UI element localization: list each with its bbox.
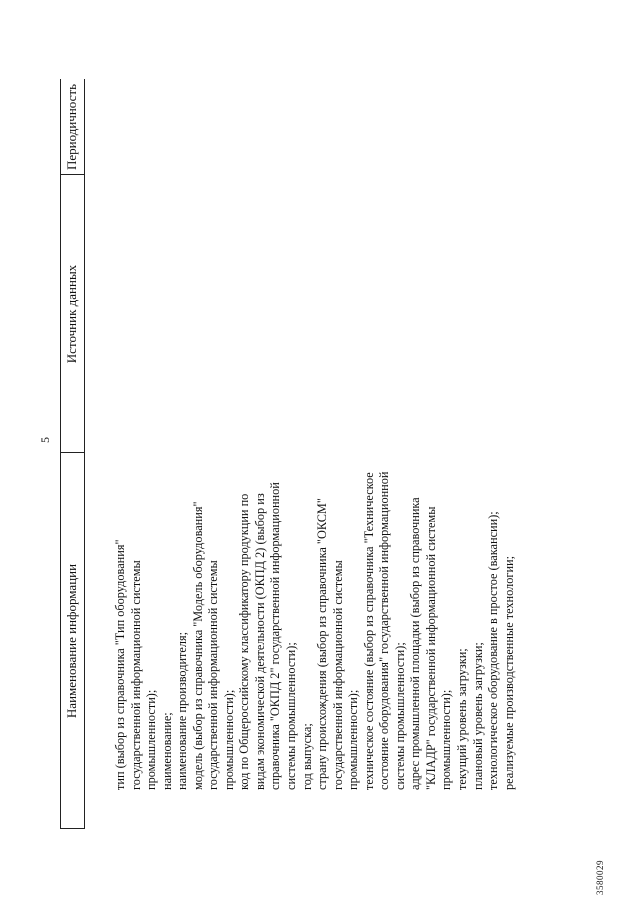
list-item: тип (выбор из справочника "Тип оборудования" [113, 539, 127, 790]
list-item: "КЛАДР" государственной информационной системы [423, 506, 438, 790]
list-item: наименование производителя; [175, 631, 190, 790]
header-periodicity: Периодичность [64, 84, 79, 171]
list-item: плановый уровень загрузки; [470, 642, 485, 790]
list-item: промышленности); [144, 689, 159, 790]
list-item: адрес промышленной площадки (выбор из справочника [408, 497, 423, 790]
list-item: страну происхождения (выбор из справочника "ОКСМ" [315, 498, 330, 790]
list-item: промышленности); [221, 689, 236, 790]
list-item: системы промышленности); [392, 642, 407, 790]
header-data-source: Источник данных [64, 264, 79, 364]
information-list [113, 450, 517, 790]
list-item: год выпуска; [299, 723, 314, 790]
list-item: государственной информационной системы [128, 560, 143, 790]
list-item: промышленности); [439, 689, 454, 790]
list-item: наименование; [159, 712, 174, 790]
list-item: видам экономической деятельности (ОКПД 2) (выбор из [252, 493, 267, 790]
page-number: 5 [38, 437, 52, 443]
list-item: промышленности); [346, 689, 361, 790]
list-item: технологическое оборудование в простое (вакансии); [486, 511, 501, 790]
list-item: реализуемые производственные технологии; [501, 555, 516, 790]
document-code: 3580029 [595, 860, 605, 895]
list-item: справочника "ОКПД 2" государственной информационной [268, 482, 283, 790]
header-name-of-information: Наименование информации [64, 563, 79, 719]
list-item: состояние оборудования" государственной информационной [377, 471, 392, 790]
list-item: техническое состояние (выбор из справочника "Техническое [361, 472, 376, 790]
list-item: модель (выбор из справочника "Модель оборудования" [190, 501, 205, 790]
list-item: текущий уровень загрузки; [455, 648, 470, 790]
list-item: государственной информационной системы [330, 560, 345, 790]
list-item: код по Общероссийскому классификатору продукции по [237, 493, 252, 790]
list-item: системы промышленности); [284, 642, 299, 790]
header-bottom-border [84, 79, 85, 829]
list-item: государственной информационной системы [206, 560, 221, 790]
